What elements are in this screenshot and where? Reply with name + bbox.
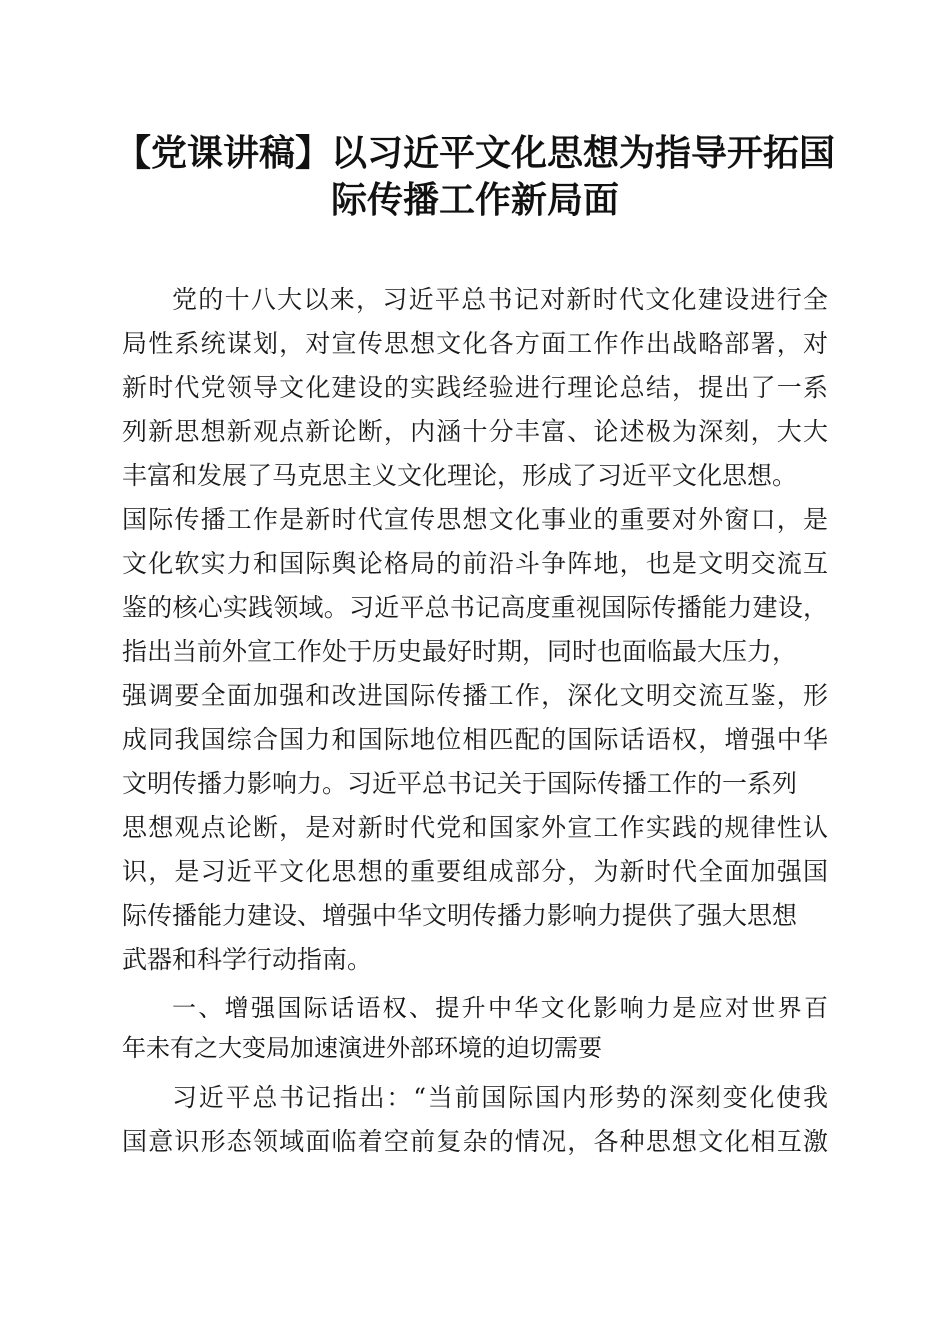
section-heading-1	[122, 988, 828, 1068]
heading-line-2: 年未有之大变局加速演进外部环境的迫切需要	[122, 1034, 602, 1062]
text-line: 丰富和发展了马克思主义文化理论，形成了习近平文化思想。	[122, 461, 798, 490]
title-line-2: 际传播工作新局面	[330, 180, 619, 221]
text-line: 文明传播力影响力。习近平总书记关于国际传播工作的一系列	[122, 769, 798, 798]
document-title	[100, 130, 850, 224]
text-line: 新时代党领导文化建设的实践经验进行理论总结，提出了一系	[122, 373, 828, 402]
text-line: 际传播能力建设、增强中华文明传播力影响力提供了强大思想	[122, 901, 798, 930]
text-line: 强调要全面加强和改进国际传播工作，深化文明交流互鉴，形	[122, 681, 828, 710]
text-line: 识，是习近平文化思想的重要组成部分，为新时代全面加强国	[122, 857, 828, 886]
text-line: 习近平总书记指出：“当前国际国内形势的深刻变化使我	[172, 1083, 828, 1112]
heading-line-1: 一、增强国际话语权、提升中华文化影响力是应对世界百	[172, 994, 828, 1022]
title-line-1: 【党课讲稿】以习近平文化思想为指导开拓国	[114, 133, 835, 174]
paragraph-section-1	[122, 1076, 828, 1164]
text-line: 局性系统谋划，对宣传思想文化各方面工作作出战略部署，对	[122, 329, 828, 358]
text-line: 国意识形态领域面临着空前复杂的情况，各种思想文化相互激	[122, 1127, 828, 1156]
text-line: 武器和科学行动指南。	[122, 945, 373, 974]
paragraph-intro	[122, 278, 828, 982]
text-line: 指出当前外宣工作处于历史最好时期，同时也面临最大压力，	[122, 637, 798, 666]
text-line: 党的十八大以来，习近平总书记对新时代文化建设进行全	[172, 285, 828, 314]
text-line: 列新思想新观点新论断，内涵十分丰富、论述极为深刻，大大	[122, 417, 828, 446]
text-line: 国际传播工作是新时代宣传思想文化事业的重要对外窗口，是	[122, 505, 828, 534]
text-line: 文化软实力和国际舆论格局的前沿斗争阵地，也是文明交流互	[122, 549, 828, 578]
text-line: 成同我国综合国力和国际地位相匹配的国际话语权，增强中华	[122, 725, 828, 754]
document-body	[122, 278, 828, 1164]
text-line: 鉴的核心实践领域。习近平总书记高度重视国际传播能力建设，	[122, 593, 828, 622]
text-line: 思想观点论断，是对新时代党和国家外宣工作实践的规律性认	[122, 813, 828, 842]
